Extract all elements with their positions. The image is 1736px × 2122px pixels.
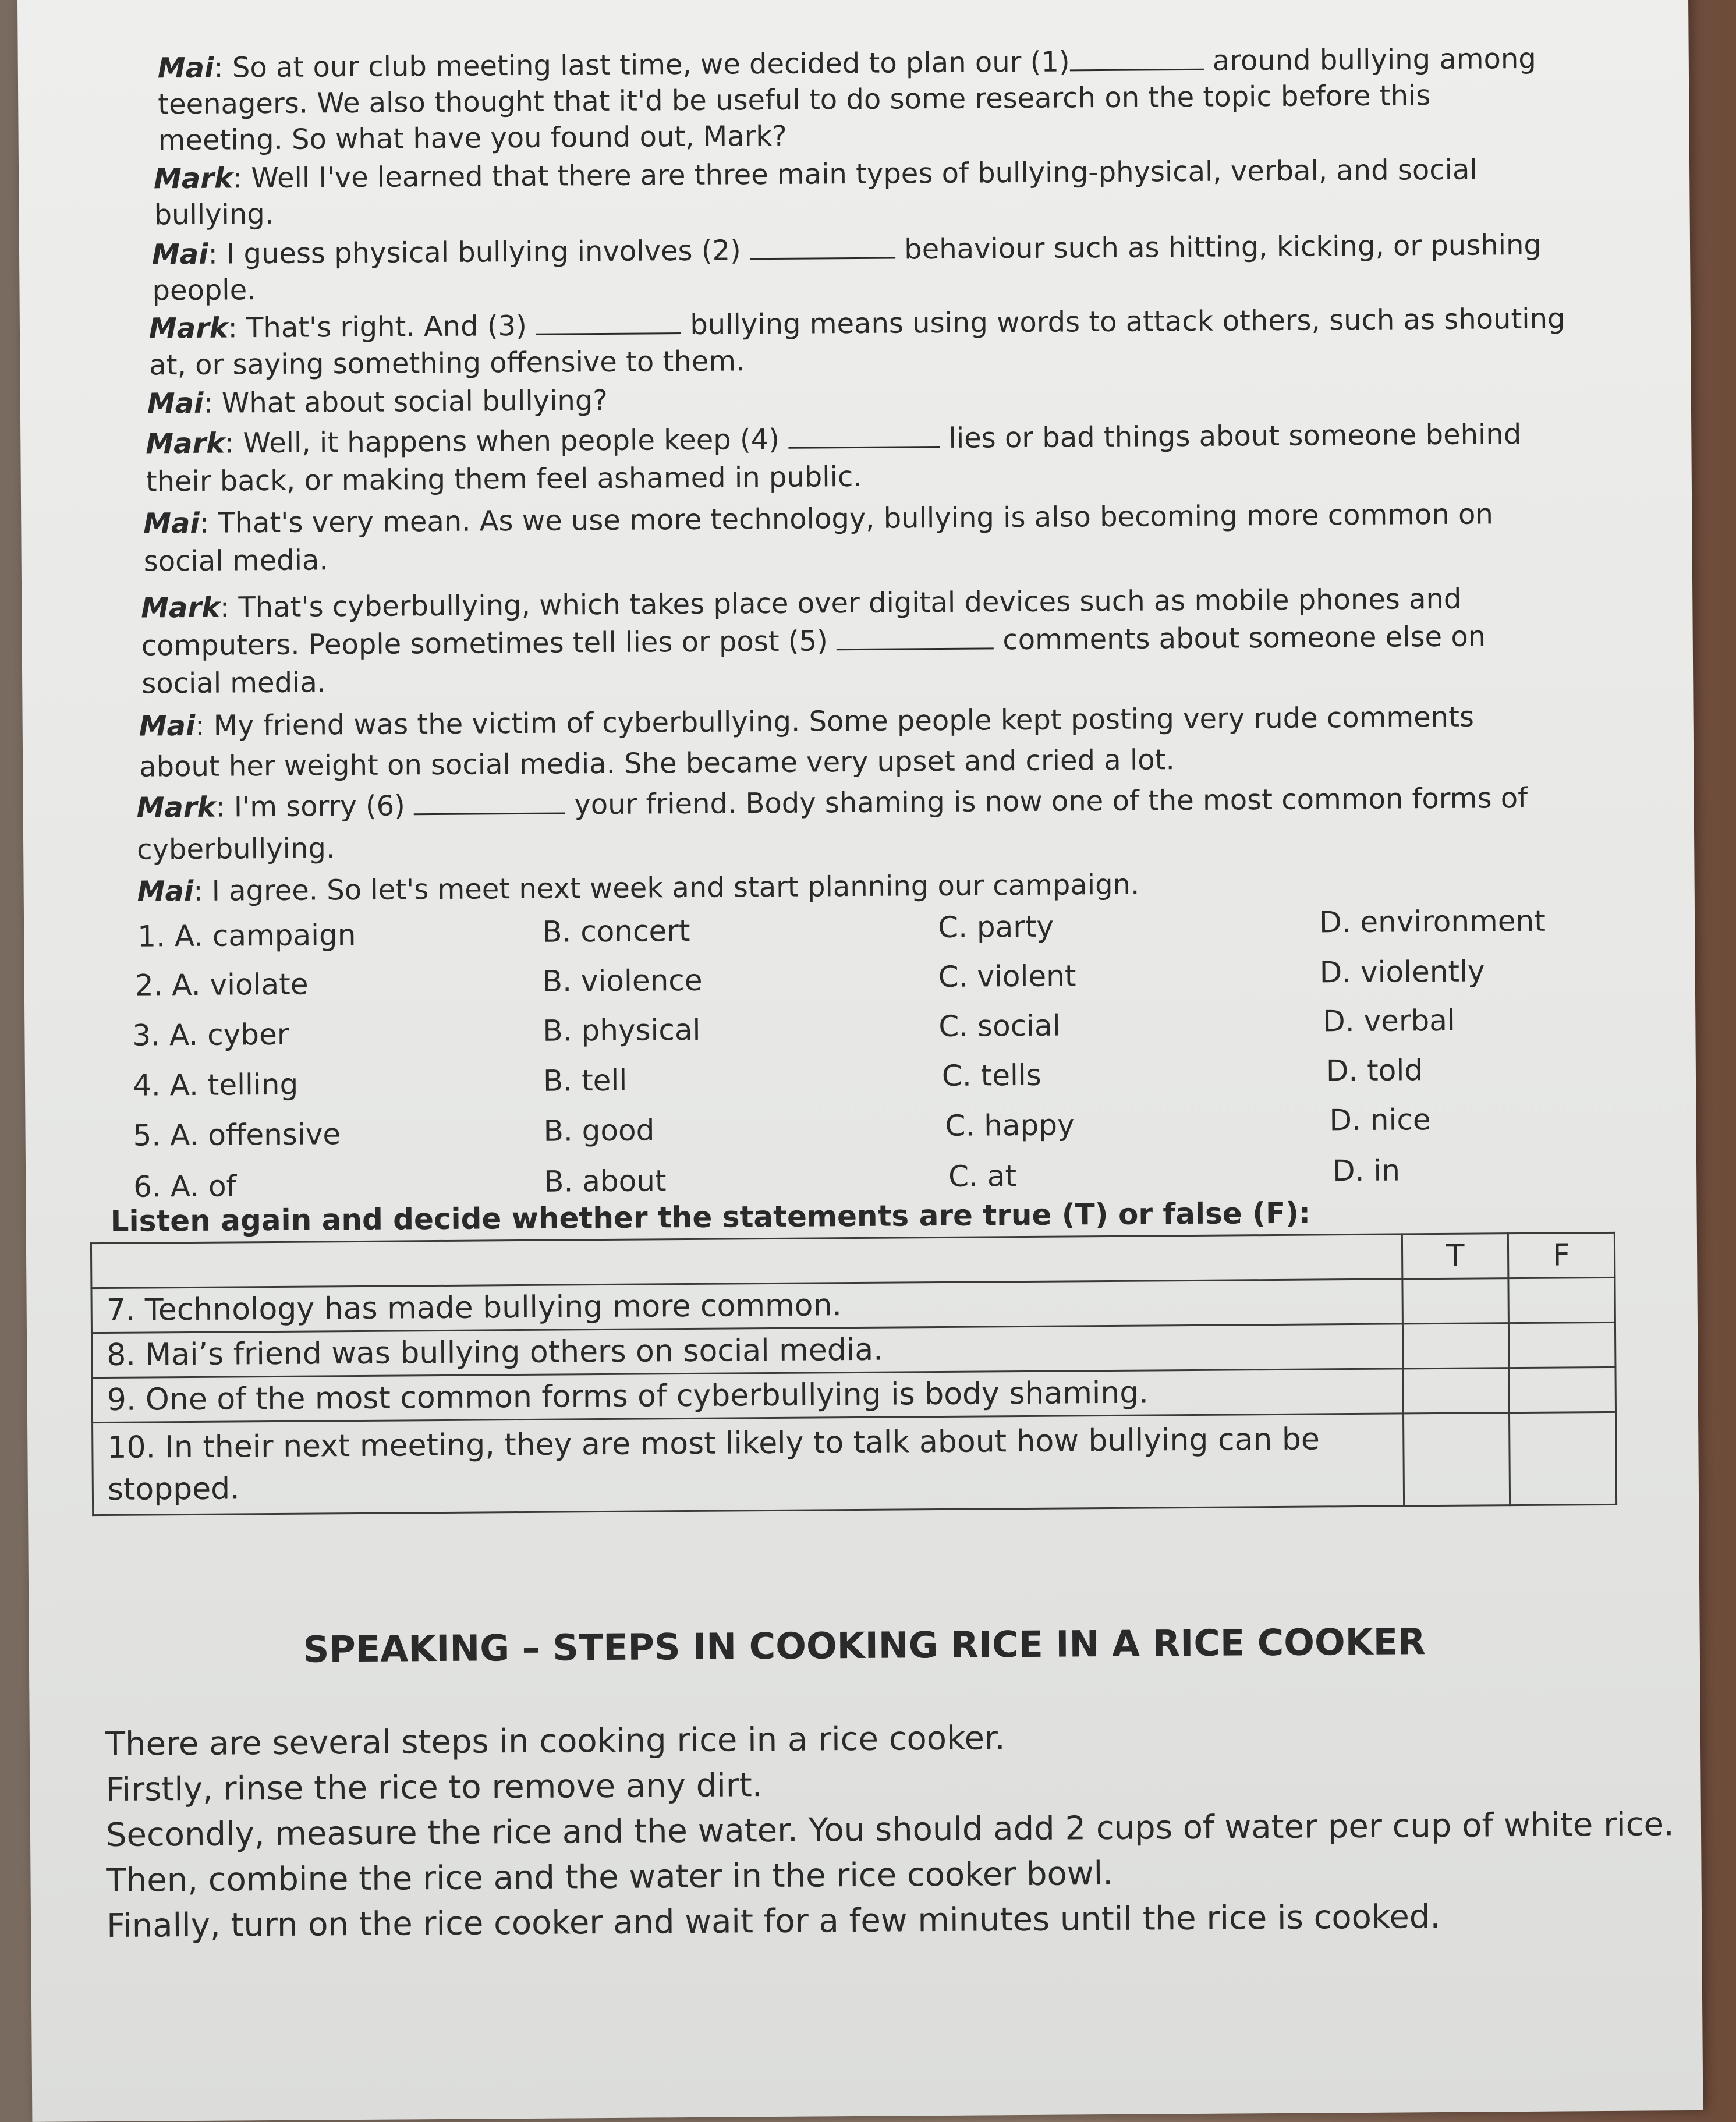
dialogue-line <box>152 272 256 309</box>
answer-blank-6[interactable] <box>414 789 565 815</box>
dialogue-text: meeting. So what have you found out, Mark? <box>158 119 787 157</box>
speaker-name: Mark <box>146 427 225 460</box>
dialogue-text: social media. <box>141 666 327 700</box>
option-4b[interactable]: B. tell <box>543 1063 628 1098</box>
dialogue-line: Mark: Well, it happens when people keep (4) lies or bad things about someone behind <box>146 417 1522 460</box>
dialogue-text: I'm sorry (6) <box>233 789 414 824</box>
option-4c[interactable]: C. tells <box>941 1058 1042 1093</box>
speaker-name: Mai <box>137 874 194 908</box>
option-3c[interactable]: C. social <box>938 1008 1061 1043</box>
tf-false-cell-7[interactable] <box>1508 1277 1615 1323</box>
tf-true-cell-8[interactable] <box>1402 1323 1509 1369</box>
option-6a[interactable]: 6. A. of <box>133 1169 237 1204</box>
option-4a[interactable]: 4. A. telling <box>132 1067 299 1103</box>
option-1d[interactable]: D. environment <box>1319 904 1546 940</box>
tf-true-cell-9[interactable] <box>1403 1368 1510 1414</box>
speaker-name: Mark <box>141 591 221 625</box>
tf-statement-7: 7. Technology has made bullying more common. <box>91 1279 1402 1333</box>
answer-blank-4[interactable] <box>788 423 940 449</box>
speaker-name: Mai <box>157 51 214 85</box>
tf-false-cell-8[interactable] <box>1509 1322 1615 1368</box>
dialogue-line <box>154 196 274 233</box>
dialogue-text: That's right. And (3) <box>246 309 536 345</box>
dialogue-text: your friend. Body shaming is now one of the most common forms of <box>565 781 1528 821</box>
dialogue-line <box>158 118 786 159</box>
dialogue-text: Well I've learned that there are three main types of bullying-physical, verbal, and social <box>251 153 1478 195</box>
option-5a[interactable]: 5. A. offensive <box>133 1117 341 1153</box>
speaking-title: SPEAKING – STEPS IN COOKING RICE IN A RICE COOKER <box>303 1620 1426 1671</box>
tf-statement-10: 10. In their next meeting, they are most likely to talk about how bullying can be stopped. <box>93 1414 1404 1515</box>
speaking-line: Secondly, measure the rice and the water. You should add 2 cups of water per cup of white rice. <box>105 1805 1674 1855</box>
dialogue-line <box>149 343 745 383</box>
dialogue-text: I guess physical bullying involves (2) <box>226 234 750 271</box>
speaker-name: Mark <box>153 162 233 196</box>
dialogue-text: My friend was the victim of cyberbullying. Some people kept posting very rude comments <box>213 700 1475 742</box>
speaker-name: Mai <box>139 709 196 743</box>
dialogue-text: around bullying among <box>1203 42 1536 77</box>
option-2d[interactable]: D. violently <box>1319 954 1485 990</box>
speaking-line: There are several steps in cooking rice in a rice cooker. <box>105 1719 1005 1764</box>
option-5b[interactable]: B. good <box>543 1113 655 1148</box>
dialogue-line: Mai: I guess physical bullying involves (2) behaviour such as hitting, kicking, or pushing <box>151 228 1542 271</box>
option-5d[interactable]: D. nice <box>1329 1103 1431 1138</box>
dialogue-text: their back, or making them feel ashamed in public. <box>146 460 862 498</box>
speaker-name: Mai <box>147 387 204 420</box>
answer-blank-2[interactable] <box>750 233 895 260</box>
speaker-name: Mai <box>151 238 208 271</box>
dialogue-text: Well, it happens when people keep (4) <box>243 423 789 460</box>
option-3d[interactable]: D. verbal <box>1323 1003 1455 1039</box>
dialogue-line: Mai: My friend was the victim of cyberbullying. Some people kept posting very rude comments <box>139 700 1475 743</box>
dialogue-text: about her weight on social media. She became very upset and cried a lot. <box>139 743 1175 784</box>
dialogue-line: Mark: I'm sorry (6) your friend. Body shaming is now one of the most common forms of <box>136 781 1528 824</box>
option-2a[interactable]: 2. A. violate <box>134 967 309 1002</box>
dialogue-line: Mark: That's right. And (3) bullying means using words to attack others, such as shouting <box>148 302 1565 345</box>
dialogue-text: social media. <box>143 544 328 578</box>
dialogue-text: teenagers. We also thought that it'd be useful to do some research on the topic before this <box>158 79 1431 121</box>
dialogue-text: I agree. So let's meet next week and start planning our campaign. <box>211 868 1140 908</box>
dialogue-text: bullying means using words to attack others, such as shouting <box>681 302 1565 342</box>
dialogue-text: at, or saying something offensive to them. <box>149 345 745 382</box>
dialogue-line <box>141 664 326 702</box>
dialogue-text: behaviour such as hitting, kicking, or pushing <box>895 228 1542 266</box>
option-1a[interactable]: 1. A. campaign <box>137 917 356 954</box>
tf-instructions: Listen again and decide whether the statements are true (T) or false (F): <box>110 1196 1311 1238</box>
dialogue-text: lies or bad things about someone behind <box>940 417 1522 455</box>
dialogue-text: cyberbullying. <box>136 832 335 866</box>
dialogue-text: people. <box>152 274 256 307</box>
option-6b[interactable]: B. about <box>543 1164 667 1199</box>
dialogue-text: That's cyberbullying, which takes place over digital devices such as mobile phones and <box>238 582 1462 624</box>
option-5c[interactable]: C. happy <box>945 1108 1075 1143</box>
tf-false-cell-9[interactable] <box>1509 1367 1615 1412</box>
tf-true-cell-10[interactable] <box>1403 1413 1510 1506</box>
dialogue-line: Mai: What about social bullying? <box>147 384 608 420</box>
worksheet-page <box>17 0 1703 2122</box>
dialogue-text: What about social bullying? <box>221 384 608 420</box>
speaking-line: Firstly, rinse the rice to remove any dirt. <box>105 1766 763 1809</box>
dialogue-text: So at our club meeting last time, we decided to plan our (1) <box>232 45 1070 84</box>
dialogue-line <box>137 830 335 867</box>
dialogue-line <box>141 618 1486 664</box>
answer-blank-1[interactable] <box>1069 45 1203 72</box>
option-3b[interactable]: B. physical <box>543 1012 701 1048</box>
dialogue-text: bullying. <box>154 197 274 232</box>
option-3a[interactable]: 3. A. cyber <box>132 1017 289 1053</box>
true-false-table <box>90 1232 1617 1516</box>
tf-statement-8: 8. Mai’s friend was bullying others on social media. <box>91 1324 1402 1378</box>
dialogue-line: Mark: Well I've learned that there are three main types of bullying-physical, verbal, and social <box>153 153 1478 196</box>
tf-true-cell-7[interactable] <box>1402 1278 1509 1324</box>
option-4d[interactable]: D. told <box>1326 1053 1423 1088</box>
answer-blank-5[interactable] <box>837 624 994 650</box>
dialogue-line: Mark: That's cyberbullying, which takes place over digital devices such as mobile phones and <box>141 582 1462 625</box>
speaking-line: Finally, turn on the rice cooker and wait for a few minutes until the rice is cooked. <box>106 1898 1441 1946</box>
tf-header-true: T <box>1402 1234 1508 1279</box>
speaker-name: Mark <box>148 311 228 345</box>
tf-row <box>93 1412 1617 1515</box>
dialogue-line <box>144 542 328 579</box>
dialogue-text: computers. People sometimes tell lies or post (5) <box>141 625 837 663</box>
tf-header-false: F <box>1508 1232 1615 1278</box>
dialogue-line <box>139 742 1175 785</box>
tf-false-cell-10[interactable] <box>1510 1412 1617 1505</box>
option-1c[interactable]: C. party <box>937 909 1054 944</box>
dialogue-line: Mai: I agree. So let's meet next week and start planning our campaign. <box>137 868 1140 908</box>
speaker-name: Mark <box>136 791 216 824</box>
option-2b[interactable]: B. violence <box>542 963 703 998</box>
tf-statement-9: 9. One of the most common forms of cyberbullying is body shaming. <box>92 1369 1403 1423</box>
dialogue-text: That's very mean. As we use more technology, bullying is also becoming more common on <box>218 498 1494 540</box>
option-6c[interactable]: C. at <box>948 1159 1017 1193</box>
dialogue-line: Mai: So at our club meeting last time, we decided to plan our (1) around bullying among <box>157 42 1536 85</box>
dialogue-line <box>146 459 862 500</box>
speaking-line: Then, combine the rice and the water in the rice cooker bowl. <box>106 1854 1114 1900</box>
speaker-name: Mai <box>143 506 200 540</box>
option-2c[interactable]: C. violent <box>938 959 1076 994</box>
option-1b[interactable]: B. concert <box>541 913 690 949</box>
answer-blank-3[interactable] <box>536 309 681 335</box>
dialogue-line: Mai: That's very mean. As we use more technology, bullying is also becoming more common on <box>143 498 1494 540</box>
option-6d[interactable]: D. in <box>1332 1153 1401 1188</box>
dialogue-text: comments about someone else on <box>993 620 1486 657</box>
